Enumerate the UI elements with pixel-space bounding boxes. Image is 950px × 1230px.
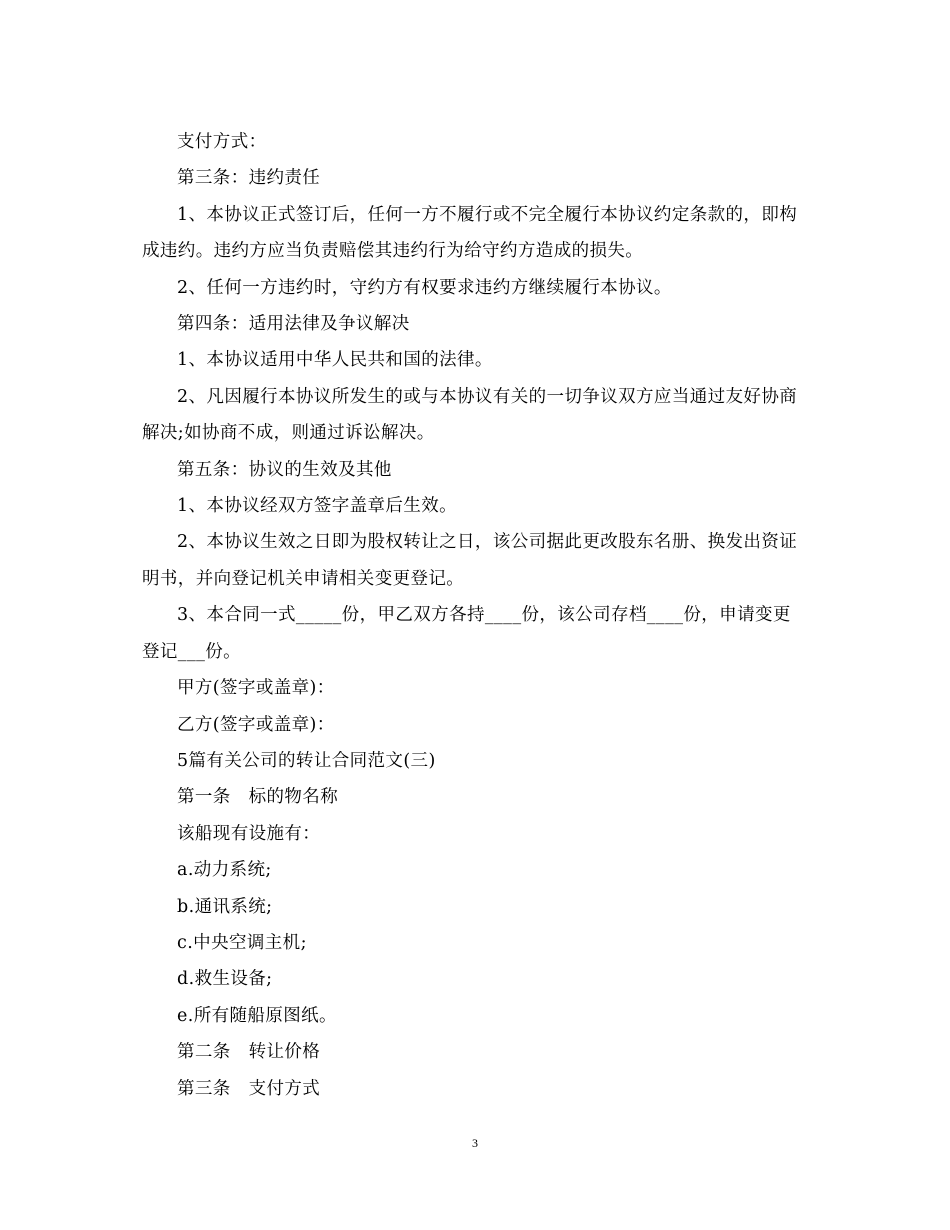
list-item-lifesaving-equipment: d.救生设备; bbox=[177, 969, 273, 990]
paragraph-payment-method: 支付方式： bbox=[177, 132, 267, 152]
paragraph-liability-1: 1、本协议正式签订后，任何一方不履行或不完全履行本协议约定条款的，即构成违约。违约方应当负责赔偿其违约行为给守约方造成的损失。 bbox=[142, 204, 798, 262]
signature-party-a: 甲方(签字或盖章)： bbox=[177, 678, 335, 699]
paragraph-liability-2: 2、任何一方违约时，守约方有权要求违约方继续履行本协议。 bbox=[177, 277, 672, 298]
heading-article-5-effect: 第五条：协议的生效及其他 bbox=[177, 459, 392, 480]
heading-article-4-law: 第四条：适用法律及争议解决 bbox=[177, 314, 410, 335]
list-item-power-system: a.动力系统; bbox=[177, 860, 272, 881]
paragraph-law-1: 1、本协议适用中华人民共和国的法律。 bbox=[177, 350, 493, 371]
heading-article-1-subject: 第一条 标的物名称 bbox=[177, 787, 339, 808]
heading-article-2-price: 第二条 转让价格 bbox=[177, 1042, 321, 1063]
paragraph-vessel-facilities: 该船现有设施有： bbox=[177, 823, 321, 844]
document-body bbox=[142, 124, 808, 1107]
section-title-template-3: 5篇有关公司的转让合同范文(三) bbox=[177, 750, 436, 771]
list-item-original-drawings: e.所有随船原图纸。 bbox=[177, 1005, 337, 1026]
heading-article-3-liability: 第三条：违约责任 bbox=[177, 168, 321, 189]
paragraph-effect-1: 1、本协议经双方签字盖章后生效。 bbox=[177, 496, 458, 517]
paragraph-effect-3: 3、本合同一式_____份，甲乙双方各持____份，该公司存档____份，申请变更登记___份。 bbox=[142, 605, 791, 662]
page-number: 3 bbox=[472, 1136, 478, 1150]
paragraph-effect-2: 2、本协议生效之日即为股权转让之日，该公司据此更改股东名册、换发出资证明书，并向登记机关申请相关变更登记。 bbox=[142, 532, 798, 589]
signature-party-b: 乙方(签字或盖章)： bbox=[177, 714, 335, 735]
list-item-central-ac: c.中央空调主机; bbox=[177, 932, 307, 953]
paragraph-law-2: 2、凡因履行本协议所发生的或与本协议有关的一切争议双方应当通过友好协商解决;如协商不成，则通过诉讼解决。 bbox=[142, 386, 798, 444]
heading-article-3-payment: 第三条 支付方式 bbox=[177, 1078, 321, 1099]
list-item-communication-system: b.通讯系统; bbox=[177, 896, 273, 917]
